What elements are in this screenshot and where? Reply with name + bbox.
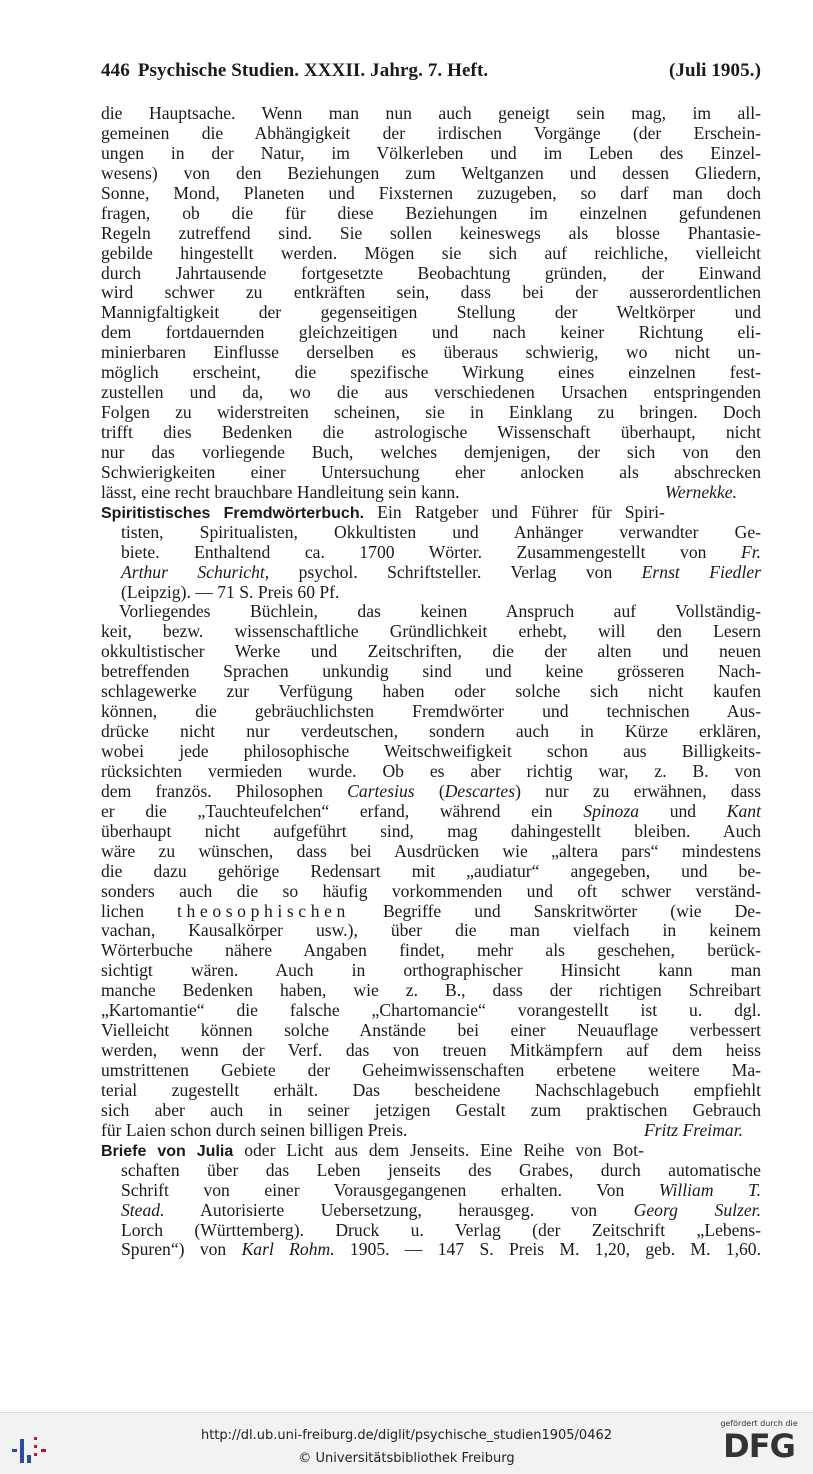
text-line: Folgen zu widerstreiten scheinen, sie in Einklang zu bringen. Doch xyxy=(101,402,761,423)
digitization-footer xyxy=(0,1412,813,1474)
text-line: keit, bezw. wissenschaftliche Gründlichkeit erhebt, will den Lesern xyxy=(101,621,761,642)
text-line: trifft dies Bedenken die astrologische Wissenschaft überhaupt, nicht xyxy=(101,422,761,442)
line-text: und xyxy=(669,800,697,821)
text-line: die Hauptsache. Wenn man nun auch geneigt sein mag, im all- xyxy=(101,103,761,123)
dfg-caption: gefördert durch die xyxy=(720,1419,798,1428)
text-line: überhaupt nicht aufgeführt sind, mag dahingestellt bleiben. Auch xyxy=(101,820,761,841)
text-line: sich aber auch in seiner jetzigen Gestalt zum praktischen Gebrauch xyxy=(101,1099,761,1120)
text-line: dem fortdauernden gleichzeitigen und nach keiner Richtung eli- xyxy=(101,322,761,343)
text-line: sichtigt wären. Auch in orthographischer Hinsicht kann man xyxy=(101,960,761,981)
text-line: gemeinen die Abhängigkeit der irdischen Vorgänge (der Erschein- xyxy=(101,122,761,143)
text-line: die dazu gehörige Redensart mit „audiatur“ angegeben, und be- xyxy=(101,860,761,881)
review-paragraph-astrology xyxy=(101,104,761,503)
text-line: Wörterbuche nähere Angaben findet, mehr als geschehen, berück- xyxy=(101,940,761,961)
text-line: minierbaren Einflusse derselben es überaus schwierig, wo nicht un- xyxy=(101,342,761,363)
line-text: er die „Tauchteufelchen“ erfand, während ein xyxy=(101,800,553,821)
text-line xyxy=(101,1121,761,1141)
copyright-notice: © Universitätsbibliothek Freiburg xyxy=(298,1451,515,1466)
spaced-term: theosophischen xyxy=(177,900,350,921)
text-line: Regeln zutreffend sind. Sie sollen keineswegs als blosse Phantasie- xyxy=(101,222,761,243)
text-line xyxy=(101,1240,761,1260)
line-text: ( xyxy=(438,780,445,801)
line-text: Begriffe und Sanskritwörter (wie De- xyxy=(382,900,761,921)
text-line: (Leipzig). — 71 S. Preis 60 Pf. xyxy=(121,581,340,602)
line-text: für Laien schon durch seinen billigen Preis. xyxy=(101,1119,408,1140)
text-line xyxy=(101,1181,761,1201)
running-title: Psychische Studien. XXXII. Jahrg. 7. Heft. xyxy=(137,60,489,81)
line-text: Autorisierte Uebersetzung, herausgeg. von xyxy=(200,1199,598,1220)
text-line: wird schwer zu entkräften sein, dass bei der ausserordentlichen xyxy=(101,282,761,303)
text-line: wäre zu wünschen, dass bei Ausdrücken wie „altera pars“ mindestens xyxy=(101,840,761,861)
text-line: durch Jahrtausende fortgesetzte Beobachtung gründen, der Einwand xyxy=(101,262,761,283)
text-line: drücke nicht nur verdeutschen, sondern auch in Kürze erklären, xyxy=(101,721,761,742)
philosopher-name: Kant xyxy=(726,800,761,821)
publisher-name: Ernst Fiedler xyxy=(641,561,761,582)
text-line: „Kartomantie“ die falsche „Chartomancie“ vorangestellt ist u. dgl. xyxy=(101,1000,761,1021)
text-line xyxy=(101,563,761,583)
page-text xyxy=(101,104,761,1260)
running-header xyxy=(101,60,761,88)
text-line: Lorch (Württemberg). Druck u. Verlag (der Zeitschrift „Lebens- xyxy=(121,1219,761,1240)
text-line: fragen, ob die für diese Beziehungen im einzelnen gefundenen xyxy=(101,202,761,223)
text-line xyxy=(101,1201,761,1221)
dfg-mark: DFG xyxy=(723,1427,795,1465)
text-line: wesens) von den Beziehungen zum Weltganzen und dessen Gliedern, xyxy=(101,162,761,183)
author-name: Fr. xyxy=(740,541,761,562)
text-line: rücksichten vermieden wurde. Ob es aber richtig war, z. B. von xyxy=(101,760,761,781)
review-paragraph-fremdwoerterbuch xyxy=(101,602,761,1140)
text-line xyxy=(101,483,761,503)
text-line: können, die gebräuchlichsten Fremdwörter und technischen Aus- xyxy=(101,701,761,722)
text-line: schlagewerke zur Verfügung haben oder solche sich nicht kaufen xyxy=(101,681,761,702)
line-text: lässt, eine recht brauchbare Handleitung sein kann. xyxy=(101,481,460,502)
text-line xyxy=(101,802,761,822)
text-line xyxy=(101,902,761,922)
text-line xyxy=(101,503,761,523)
line-text: biete. Enthaltend ca. 1700 Wörter. Zusammengestellt von xyxy=(121,541,707,562)
text-line: manche Bedenken haben, wie z. B., dass der richtigen Schreibart xyxy=(101,980,761,1001)
philosopher-name: Descartes xyxy=(444,780,516,801)
text-line: betreffenden Sprachen unkundig sind und keine grösseren Nach- xyxy=(101,661,761,682)
text-line: schaften über das Leben jenseits des Grabes, durch automatische xyxy=(121,1159,761,1180)
book-title: Briefe von Julia xyxy=(101,1142,234,1160)
author-name: Arthur Schuricht, xyxy=(121,561,270,582)
reviewer-signature: Fritz Freimar. xyxy=(643,1119,743,1140)
line-text: 1905. — 147 S. Preis M. 1,20, geb. M. 1,60. xyxy=(349,1239,761,1260)
text-line: umstrittenen Gebiete der Geheimwissenschaften erbetene weitere Ma- xyxy=(101,1060,761,1080)
editor-name: Georg Sulzer. xyxy=(633,1199,761,1220)
line-text: dem französ. Philosophen xyxy=(101,780,323,801)
line-text: Ein Ratgeber und Führer für Spiri- xyxy=(377,501,665,522)
author-name: William T. xyxy=(658,1179,761,1200)
text-line xyxy=(101,543,761,563)
text-line: okkultistischer Werke und Zeitschriften, die der alten und neuen xyxy=(101,641,761,662)
text-line: Sonne, Mond, Planeten und Fixsternen zuzugeben, so darf man doch xyxy=(101,182,761,203)
text-line: möglich erscheint, die spezifische Wirkung eines einzelnen fest- xyxy=(101,362,761,383)
text-line: zustellen und da, wo die aus verschiedenen Ursachen entspringenden xyxy=(101,382,761,403)
text-line: Vielleicht können solche Anstände bei einer Neuauflage verbessert xyxy=(101,1020,761,1041)
text-line xyxy=(101,782,761,802)
book-title: Spiritistisches Fremdwörterbuch. xyxy=(101,504,365,522)
text-line: nur das vorliegende Buch, welches demjenigen, der sich von den xyxy=(101,441,761,462)
text-line: werden, wenn der Verf. das von treuen Mitkämpfern auf dem heiss xyxy=(101,1040,761,1061)
line-text: lichen xyxy=(101,900,144,921)
text-line: wobei jede philosophische Weitschweifigkeit schon aus Billigkeits- xyxy=(101,741,761,761)
text-line: ungen in der Natur, im Völkerleben und im Leben des Einzel- xyxy=(101,142,761,163)
text-line: Mannigfaltigkeit der gegenseitigen Stellung der Weltkörper und xyxy=(101,302,761,323)
source-url-link[interactable]: http://dl.ub.uni-freiburg.de/diglit/psychische_studien1905/0462 xyxy=(200,1428,613,1443)
line-text: Spuren“) von xyxy=(121,1239,227,1260)
page-number: 446 xyxy=(101,60,130,81)
line-text: psychol. Schriftsteller. Verlag von xyxy=(298,561,613,582)
text-line: sonders auch die so häufig vorkommenden und oft schwer verständ- xyxy=(101,880,761,901)
review-entry-briefe-von-julia xyxy=(101,1141,761,1261)
text-line: gebilde hingestellt werden. Mögen sie sich auf reichliche, vielleicht xyxy=(101,242,761,263)
text-line: tisten, Spiritualisten, Okkultisten und Anhänger verwandter Ge- xyxy=(121,521,761,542)
line-text: ) nur zu erwähnen, dass xyxy=(515,780,761,801)
text-line xyxy=(101,1141,761,1161)
dfg-logo-icon xyxy=(715,1419,803,1471)
text-line: Vorliegendes Büchlein, das keinen Anspruch auf Vollständig- xyxy=(119,601,761,622)
reviewer-signature: Wernekke. xyxy=(664,481,737,502)
review-entry-fremdwoerterbuch xyxy=(101,503,761,603)
line-text: oder Licht aus dem Jenseits. Eine Reihe von Bot- xyxy=(244,1139,644,1160)
text-line: terial zugestellt erhält. Das bescheidene Nachschlagebuch empfiehlt xyxy=(101,1079,761,1100)
philosopher-name: Cartesius xyxy=(347,780,415,801)
issue-date: (Juli 1905.) xyxy=(669,60,761,81)
line-text: Schrift von einer Vorausgegangenen erhalten. Von xyxy=(121,1179,625,1200)
publisher-name: Karl Rohm. xyxy=(241,1239,335,1260)
text-line: Schwierigkeiten einer Untersuchung eher anlocken als abschrecken xyxy=(101,461,761,482)
text-line: vachan, Kausalkörper usw.), über die man vielfach in keinem xyxy=(101,920,761,941)
philosopher-name: Spinoza xyxy=(583,800,639,821)
author-name: Stead. xyxy=(121,1199,165,1220)
